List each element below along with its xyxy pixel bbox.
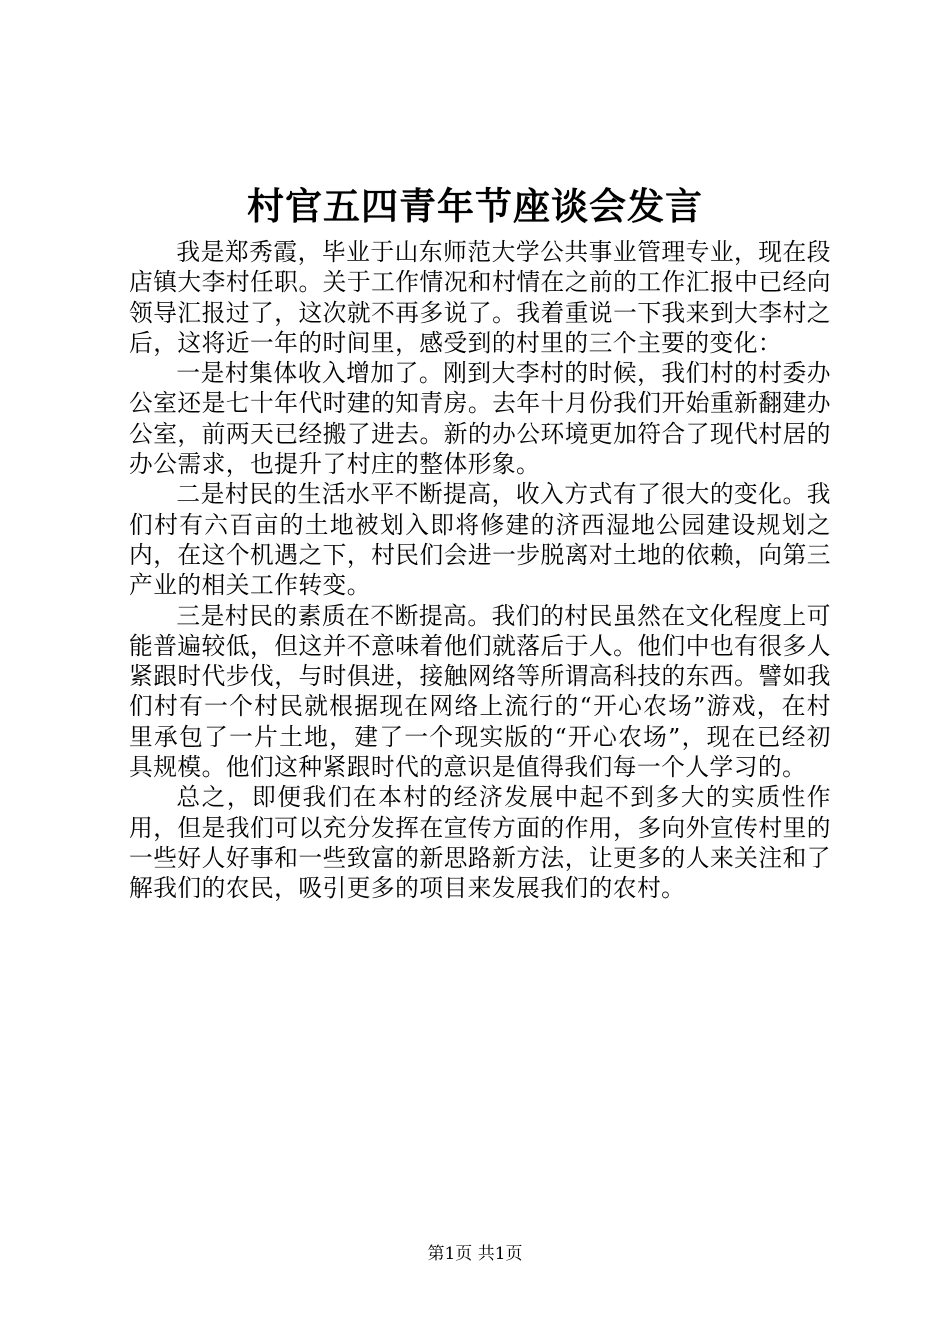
paragraph-change-three: 三是村民的素质在不断提高。我们的村民虽然在文化程度上可能普遍较低，但这并不意味着他们就落后于人。他们中也有很多人紧跟时代步伐，与时俱进，接触网络等所谓高科技的东西。譬如我们村有一个村民就根据现在网络上流行的“开心农场”游戏，在村里承包了一片土地，建了一个现实版的“开心农场”，现在已经初具规模。他们这种紧跟时代的意识是值得我们每一个人学习的。: [129, 601, 831, 782]
paragraph-conclusion: 总之，即便我们在本村的经济发展中起不到多大的实质性作用，但是我们可以充分发挥在宣传方面的作用，多向外宣传村里的一些好人好事和一些致富的新思路新方法，让更多的人来关注和了解我们的农民，吸引更多的项目来发展我们的农村。: [129, 783, 831, 903]
page-title: 村官五四青年节座谈会发言: [247, 184, 703, 228]
paragraph-change-one: 一是村集体收入增加了。刚到大李村的时候，我们村的村委办公室还是七十年代时建的知青房。去年十月份我们开始重新翻建办公室，前两天已经搬了进去。新的办公环境更加符合了现代村居的办公需求，也提升了村庄的整体形象。: [129, 359, 831, 479]
paragraph-intro: 我是郑秀霞，毕业于山东师范大学公共事业管理专业，现在段店镇大李村任职。关于工作情况和村情在之前的工作汇报中已经向领导汇报过了，这次就不再多说了。我着重说一下我来到大李村之后，这将近一年的时间里，感受到的村里的三个主要的变化：: [129, 238, 831, 357]
page-number-footer: 第1页 共1页: [427, 1244, 523, 1264]
paragraph-change-two: 二是村民的生活水平不断提高，收入方式有了很大的变化。我们村有六百亩的土地被划入即将修建的济西湿地公园建设规划之内，在这个机遇之下，村民们会进一步脱离对土地的依赖，向第三产业的相关工作转变。: [129, 480, 831, 600]
document-body: [129, 237, 831, 904]
